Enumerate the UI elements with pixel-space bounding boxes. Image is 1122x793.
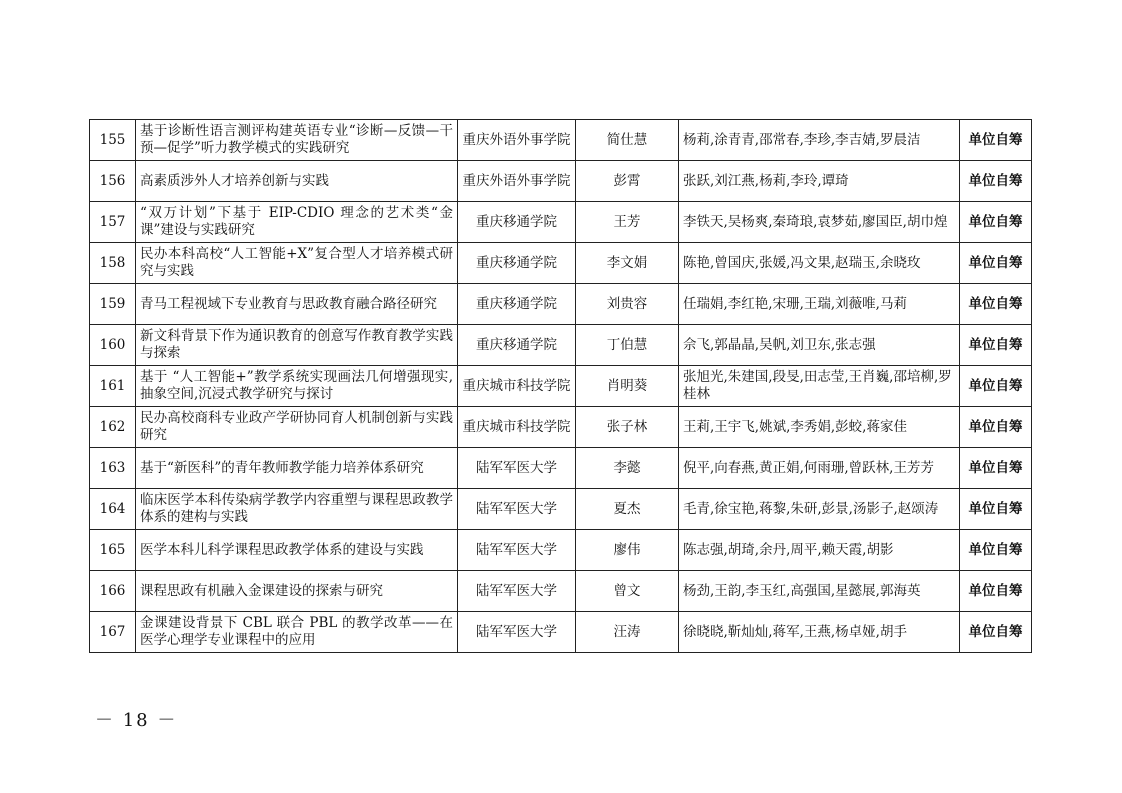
row-number: 157 [90, 202, 136, 243]
funding-type: 单位自筹 [960, 407, 1032, 448]
project-title: 高素质涉外人才培养创新与实践 [136, 161, 458, 202]
project-title: 课程思政有机融入金课建设的探索与研究 [136, 571, 458, 612]
team-members: 徐晓晓,靳灿灿,蒋军,王燕,杨卓娅,胡手 [679, 612, 960, 653]
funding-type: 单位自筹 [960, 571, 1032, 612]
funding-type: 单位自筹 [960, 202, 1032, 243]
project-lead: 张子林 [576, 407, 679, 448]
funding-type: 单位自筹 [960, 530, 1032, 571]
funding-type: 单位自筹 [960, 284, 1032, 325]
project-table [89, 119, 1032, 653]
table-row [90, 325, 1032, 366]
team-members: 毛青,徐宝艳,蒋黎,朱研,彭景,汤影子,赵颂涛 [679, 489, 960, 530]
row-number: 156 [90, 161, 136, 202]
table-row [90, 202, 1032, 243]
table-row [90, 489, 1032, 530]
project-title: 民办高校商科专业政产学研协同育人机制创新与实践研究 [136, 407, 458, 448]
row-number: 158 [90, 243, 136, 284]
row-number: 165 [90, 530, 136, 571]
project-table-body [90, 120, 1032, 653]
project-title: 医学本科儿科学课程思政教学体系的建设与实践 [136, 530, 458, 571]
institution: 重庆外语外事学院 [458, 161, 576, 202]
project-lead: 汪涛 [576, 612, 679, 653]
team-members: 倪平,向春燕,黄正娟,何雨珊,曾跃林,王芳芳 [679, 448, 960, 489]
funding-type: 单位自筹 [960, 448, 1032, 489]
institution: 重庆移通学院 [458, 243, 576, 284]
row-number: 164 [90, 489, 136, 530]
funding-type: 单位自筹 [960, 325, 1032, 366]
project-title: “双万计划”下基于 EIP-CDIO 理念的艺术类“金课”建设与实践研究 [136, 202, 458, 243]
project-title: 临床医学本科传染病学教学内容重塑与课程思政教学体系的建构与实践 [136, 489, 458, 530]
team-members: 陈志强,胡琦,余丹,周平,赖天霞,胡影 [679, 530, 960, 571]
project-lead: 彭霄 [576, 161, 679, 202]
funding-type: 单位自筹 [960, 161, 1032, 202]
table-row [90, 530, 1032, 571]
funding-type: 单位自筹 [960, 489, 1032, 530]
team-members: 杨劲,王韵,李玉红,高强国,星懿展,郭海英 [679, 571, 960, 612]
table-row [90, 120, 1032, 161]
project-title: 基于 “人工智能+”教学系统实现画法几何增强现实,抽象空间,沉浸式教学研究与探讨 [136, 366, 458, 407]
team-members: 张跃,刘江燕,杨莉,李玲,谭琦 [679, 161, 960, 202]
project-title: 基于诊断性语言测评构建英语专业“诊断—反馈—干预—促学”听力教学模式的实践研究 [136, 120, 458, 161]
project-lead: 王芳 [576, 202, 679, 243]
project-title: 新文科背景下作为通识教育的创意写作教育教学实践与探索 [136, 325, 458, 366]
project-lead: 曾文 [576, 571, 679, 612]
institution: 重庆移通学院 [458, 202, 576, 243]
institution: 重庆移通学院 [458, 284, 576, 325]
institution: 陆军军医大学 [458, 489, 576, 530]
funding-type: 单位自筹 [960, 366, 1032, 407]
project-title: 金课建设背景下 CBL 联合 PBL 的教学改革——在医学心理学专业课程中的应用 [136, 612, 458, 653]
institution: 重庆移通学院 [458, 325, 576, 366]
project-lead: 肖明葵 [576, 366, 679, 407]
project-lead: 丁伯慧 [576, 325, 679, 366]
page-number: － 18 － [95, 710, 178, 731]
row-number: 166 [90, 571, 136, 612]
table-row [90, 571, 1032, 612]
project-lead: 廖伟 [576, 530, 679, 571]
row-number: 160 [90, 325, 136, 366]
project-lead: 简仕慧 [576, 120, 679, 161]
funding-type: 单位自筹 [960, 243, 1032, 284]
funding-type: 单位自筹 [960, 612, 1032, 653]
row-number: 161 [90, 366, 136, 407]
project-lead: 李懿 [576, 448, 679, 489]
project-lead: 夏杰 [576, 489, 679, 530]
project-title: 民办本科高校“人工智能+X”复合型人才培养模式研究与实践 [136, 243, 458, 284]
team-members: 李铁天,吴杨爽,秦琦琅,袁梦茹,廖国臣,胡巾煌 [679, 202, 960, 243]
institution: 陆军军医大学 [458, 448, 576, 489]
team-members: 王莉,王宇飞,姚斌,李秀娟,彭蛟,蒋家佳 [679, 407, 960, 448]
table-row [90, 284, 1032, 325]
table-row [90, 612, 1032, 653]
funding-type: 单位自筹 [960, 120, 1032, 161]
project-lead: 刘贵容 [576, 284, 679, 325]
project-title: 基于“新医科”的青年教师教学能力培养体系研究 [136, 448, 458, 489]
institution: 陆军军医大学 [458, 530, 576, 571]
project-lead: 李文娟 [576, 243, 679, 284]
team-members: 陈艳,曾国庆,张媛,冯文果,赵瑞玉,余晓玫 [679, 243, 960, 284]
institution: 重庆城市科技学院 [458, 407, 576, 448]
row-number: 155 [90, 120, 136, 161]
team-members: 任瑞娟,李红艳,宋珊,王瑞,刘薇唯,马莉 [679, 284, 960, 325]
institution: 重庆外语外事学院 [458, 120, 576, 161]
institution: 重庆城市科技学院 [458, 366, 576, 407]
row-number: 167 [90, 612, 136, 653]
table-row [90, 366, 1032, 407]
institution: 陆军军医大学 [458, 612, 576, 653]
institution: 陆军军医大学 [458, 571, 576, 612]
team-members: 杨莉,涂青青,邵常春,李珍,李吉婧,罗晨洁 [679, 120, 960, 161]
project-title: 青马工程视域下专业教育与思政教育融合路径研究 [136, 284, 458, 325]
team-members: 佘飞,郭晶晶,吴帆,刘卫东,张志强 [679, 325, 960, 366]
table-row [90, 161, 1032, 202]
row-number: 159 [90, 284, 136, 325]
row-number: 162 [90, 407, 136, 448]
table-row [90, 243, 1032, 284]
table-row [90, 407, 1032, 448]
team-members: 张旭光,朱建国,段旻,田志莹,王肖巍,邵培柳,罗桂林 [679, 366, 960, 407]
table-row [90, 448, 1032, 489]
row-number: 163 [90, 448, 136, 489]
